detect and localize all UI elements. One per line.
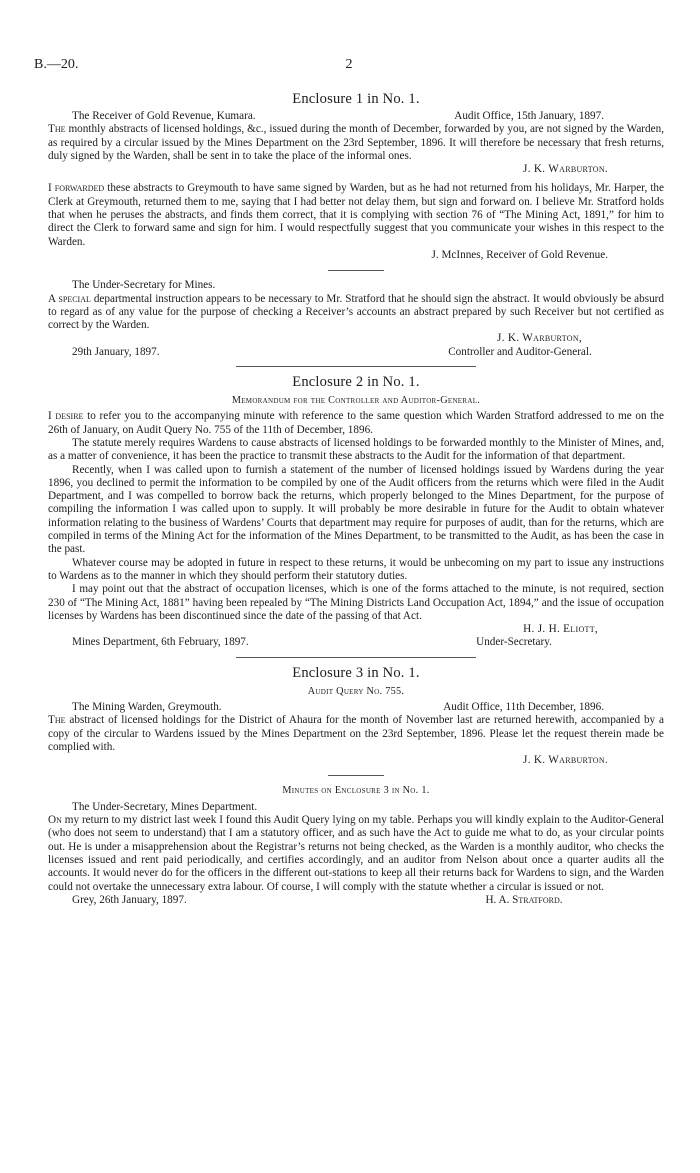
enclosure-2-date-line [48, 636, 664, 649]
minute-date: 29th January, 1897. [72, 345, 160, 358]
minute-body [48, 293, 664, 333]
section-divider [236, 657, 476, 658]
enclosure-2-para-5: I may point out that the abstract of occupation licenses, which is one of the forms attached to the minute, is not required, section 230 of “The Mining Act, 1881” having been repealed by “The Mining Districts Land Occupation Act, 1894,” and the issue of occupation licenses by Wardens has been discontinued since the date of the passing of that Act. [48, 583, 664, 622]
reply-text: these abstracts to Greymouth to have same signed by Warden, but as he had not returned from his holidays, Mr. Harper, the Clerk at Greymouth, returned them to me, saying that I had better not delay them, but sign and forward on. I believe Mr. Stratford holds that when he peruses the abstracts, and finds them correct, that it is complying with section 76 of “The Mining Act, 1891,” for him to direct the Clerk to forward same and sign for him. I would respectfully suggest that you communicate your wishes in this respect to the Warden. [48, 182, 664, 248]
enclosure-2-date: Mines Department, 6th February, 1897. [72, 636, 249, 649]
enclosure-2-subheading: Memorandum for the Controller and Auditor-General. [231, 395, 481, 407]
minutes-addressee: The Under-Secretary, Mines Department. [72, 800, 258, 813]
minutes-body [48, 814, 664, 894]
enclosure-3-dateline: Audit Office, 11th December, 1896. [443, 700, 604, 713]
enclosure-1-body [48, 123, 664, 163]
reply-signature: J. McInnes, Receiver of Gold Revenue. [431, 248, 608, 261]
divider [328, 270, 384, 271]
minute-signature-title: Controller and Auditor-General. [448, 345, 592, 358]
enclosure-3-body-text: abstract of licensed holdings for the District of Ahaura for the month of November last are returned herewith, accompanied by a copy of the circular to Wardens issued by the Mines Department on the 23rd September, 1896. Please let the request therein made be complied with. [48, 714, 664, 753]
divider [328, 775, 384, 776]
enclosure-3-subheading: Audit Query No. 755. [307, 685, 405, 697]
section-divider [236, 366, 476, 367]
para-1-lead-word: I desire [48, 410, 84, 423]
minutes-heading: Minutes on Enclosure 3 in No. 1. [282, 785, 430, 797]
minutes-date-line [48, 894, 664, 907]
minutes-date: Grey, 26th January, 1897. [72, 893, 187, 906]
enclosure-2-title: Enclosure 2 in No. 1. [292, 374, 420, 391]
enclosure-3-signature: J. K. Warburton. [523, 754, 608, 767]
running-header [34, 58, 664, 76]
minutes-lead-word: On [48, 814, 62, 827]
enclosure-2-para-1 [48, 410, 664, 437]
enclosure-3-body [48, 714, 664, 754]
enclosure-1-addressee: The Receiver of Gold Revenue, Kumara. [72, 110, 256, 122]
enclosure-1-title: Enclosure 1 in No. 1. [292, 91, 420, 107]
enclosure-1-dateline: Audit Office, 15th January, 1897. [454, 110, 604, 122]
enclosure-2-signature-name: H. J. H. Eliott, [523, 623, 598, 636]
enclosure-3-address-line [48, 701, 664, 714]
enclosure-1-reply [48, 182, 664, 248]
minute-date-line [48, 346, 664, 359]
enclosure-1-address-line [48, 110, 664, 123]
enclosure-1-lead-word: The [48, 123, 66, 136]
minutes-signature: H. A. Stratford. [485, 893, 563, 906]
enclosure-1-signature: J. K. Warburton. [523, 163, 608, 176]
reply-lead-word: I forwarded [48, 182, 105, 195]
enclosure-3-lead-word: The [48, 714, 66, 727]
enclosure-3-addressee: The Mining Warden, Greymouth. [72, 700, 222, 713]
enclosure-1-body-text: monthly abstracts of licensed holdings, &c., issued during the month of December, forwarded by you, are not signed by the Warden, as required by a circular issued by the Mines Department on the 23rd September, 1896. It will therefore be necessary that fresh returns, duly signed by the Warden, shall be sent in to take the place of the informal ones. [48, 123, 664, 162]
minute-lead-word: A special [48, 292, 91, 305]
minute-signature-name: J. K. Warburton, [497, 332, 582, 345]
minute-text: departmental instruction appears to be necessary to Mr. Stratford that he should sign the abstract. It would obviously be absurd to regard as of any value for the purpose of checking a Receiver’s accounts an abstract prepared by such Receiver but not certified as correct by the Warden. [48, 292, 664, 332]
enclosure-3-title: Enclosure 3 in No. 1. [292, 664, 420, 681]
enclosure-2-signature-title: Under-Secretary. [476, 636, 552, 649]
enclosure-2-para-4: Whatever course may be adopted in future in respect to these returns, it would be unbecoming on my part to issue any instructions to Wardens as to the manner in which they should perform their statutory duties. [48, 556, 664, 582]
page-number: 2 [345, 57, 353, 72]
minute-addressee: The Under-Secretary for Mines. [72, 279, 216, 292]
document-code: B.—20. [34, 57, 79, 72]
enclosure-2-para-3: Recently, when I was called upon to furnish a statement of the number of licensed holdings issued by Wardens during the year 1896, you declined to permit the information to be compiled by one of the Audit officers from the returns which were filed in the Audit Department, and I was compelled to borrow back the returns, which properly belonged to the Mines Department, for the purpose of compiling the information I was called upon to supply. It will probably be more desirable in future for the Audit to obtain whatever information relating to the business of Wardens’ Courts that department may require for purposes of audit, than for the returns, which are compiled in terms of the Mining Act for the information of the Mines Department, to be transmitted to the Audit, as has been the case in the past. [48, 463, 664, 556]
minutes-text: my return to my district last week I found this Audit Query lying on my table. Perhaps you will kindly explain to the Auditor-General (who does not seem to understand) that I am a statutory officer, and as such have the Act to guide me what to do, as your circular points out. He is under a misapprehension about the Registrar’s returns not being checked, as the Warden is a monthly auditor, who checks the licenses issued and rent paid periodically, and certifies accordingly, and an auditor from Nelson about once a quarter audits all the accounts. It would never do for the officers in the different out-stations to keep all their returns back for Wardens to sign, and the Warden could not overtake the unnecessary extra labour. Of course, I will comply with the statute whether a circular is issued or not. [48, 814, 664, 893]
document-body [48, 88, 664, 907]
enclosure-2-para-2: The statute merely requires Wardens to cause abstracts of licensed holdings to be forwarded monthly to the Minister of Mines, and, as a matter of convenience, it has been the practice to transmit these abstracts to the Audit for the information of that department. [48, 436, 664, 463]
para-1-text: to refer you to the accompanying minute with reference to the same question which Warden Stratford addressed to me on the 26th of January, on Audit Query No. 755 of the 11th of December, 1896. [48, 410, 664, 436]
